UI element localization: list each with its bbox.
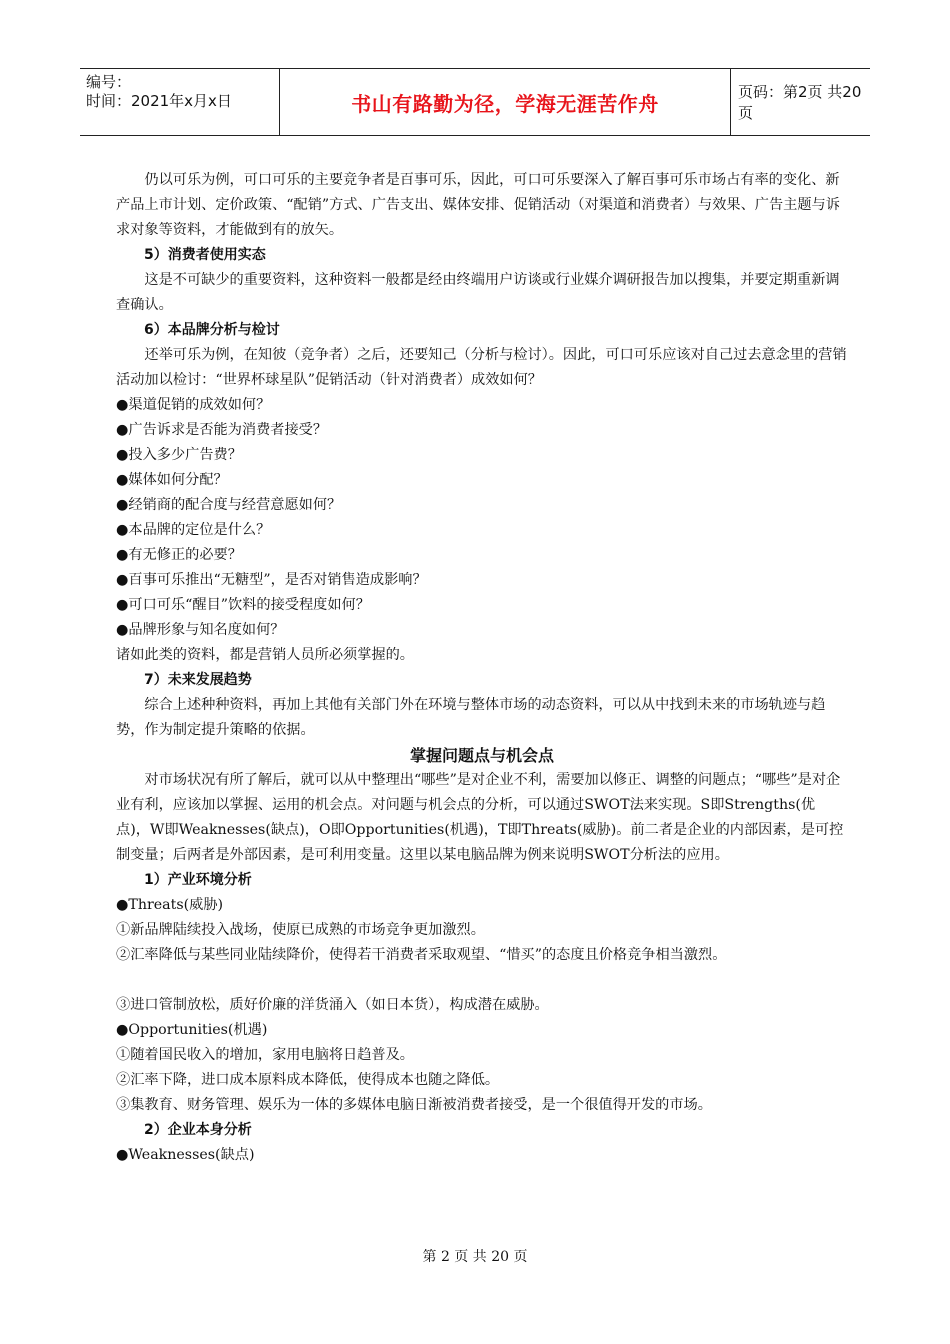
list-item: ●媒体如何分配？ [116,472,228,488]
paragraph: 对市场状况有所了解后，就可以从中整理出“哪些”是对企业不利，需要加以修正、调整的问题点；“哪些”是对企业有利，应该加以掌握、运用的机会点。对问题与机会点的分析，可以通过SWOT法来实现。S即Strengths(优点)，W即Weaknesses(缺点)，O即Opportunities(机遇)，T即Threats(威胁)。前二者是企业的内部因素，是可控制变量；后两者是外部因素，是可利用变量。这里以某电脑品牌为例来说明SWOT分析法的应用。 [116,772,844,863]
list-item: ②汇率下降，进口成本原料成本降低，使得成本也随之降低。 [116,1072,500,1088]
paragraph: 诸如此类的资料，都是营销人员所必须掌握的。 [116,647,414,663]
list-item: ●渠道促销的成效如何？ [116,397,271,413]
list-item: ●有无修正的必要？ [116,547,242,563]
spacer [116,968,848,993]
section-heading: 1）产业环境分析 [144,872,252,888]
list-item: ①新品牌陆续投入战场，使原已成熟的市场竞争更加激烈。 [116,922,485,938]
list-item: ●品牌形象与知名度如何？ [116,622,285,638]
date-line: 时间：2021年x月x日 [86,92,232,110]
header-page-info: 页码：第2页 共20页 [738,83,862,122]
section-heading: 5）消费者使用实态 [144,247,266,263]
page-footer: 第 2 页 共 20 页 [422,1249,528,1265]
code-label: 编号： [86,73,132,91]
header-meta [80,69,280,135]
section-heading: 6）本品牌分析与检讨 [144,322,280,338]
page-header [80,68,870,136]
list-item: ●Weaknesses(缺点) [116,1147,255,1163]
section-title: 掌握问题点与机会点 [409,746,554,765]
list-item: ●Opportunities(机遇) [116,1022,268,1038]
list-item: ③进口管制放松，质好价廉的洋货涌入（如日本货），构成潜在威胁。 [116,997,549,1013]
list-item: ●投入多少广告费？ [116,447,242,463]
section-heading: 2）企业本身分析 [144,1122,252,1138]
list-item: ●百事可乐推出“无糖型”，是否对销售造成影响？ [116,572,427,588]
list-item: ③集教育、财务管理、娱乐为一体的多媒体电脑日渐被消费者接受，是一个很值得开发的市场。 [116,1097,712,1113]
list-item: ①随着国民收入的增加，家用电脑将日趋普及。 [116,1047,414,1063]
section-heading: 7）未来发展趋势 [144,672,252,688]
header-motto: 书山有路勤为径，学海无涯苦作舟 [280,69,731,135]
list-item: ●本品牌的定位是什么？ [116,522,271,538]
paragraph: 还举可乐为例，在知彼（竞争者）之后，还要知己（分析与检讨）。因此，可口可乐应该对自己过去意念里的营销活动加以检讨：“世界杯球星队”促销活动（针对消费者）成效如何？ [116,347,847,388]
paragraph: 这是不可缺少的重要资料，这种资料一般都是经由终端用户访谈或行业媒介调研报告加以搜集，并要定期重新调查确认。 [116,272,840,313]
list-item: ②汇率降低与某些同业陆续降价，使得若干消费者采取观望、“惜买”的态度且价格竞争相当激烈。 [116,947,727,963]
list-item: ●可口可乐“醒目”饮料的接受程度如何？ [116,597,370,613]
paragraph: 仍以可乐为例，可口可乐的主要竞争者是百事可乐，因此，可口可乐要深入了解百事可乐市场占有率的变化、新产品上市计划、定价政策、“配销”方式、广告支出、媒体安排、促销活动（对渠道和消费者）与效果、广告主题与诉求对象等资料，才能做到有的放矢。 [116,172,840,238]
list-item: ●Threats(威胁) [116,897,224,913]
list-item: ●广告诉求是否能为消费者接受？ [116,422,328,438]
document-body [116,168,848,1168]
paragraph: 综合上述种种资料，再加上其他有关部门外在环境与整体市场的动态资料，可以从中找到未来的市场轨迹与趋势，作为制定提升策略的依据。 [116,697,826,738]
list-item: ●经销商的配合度与经营意愿如何？ [116,497,342,513]
